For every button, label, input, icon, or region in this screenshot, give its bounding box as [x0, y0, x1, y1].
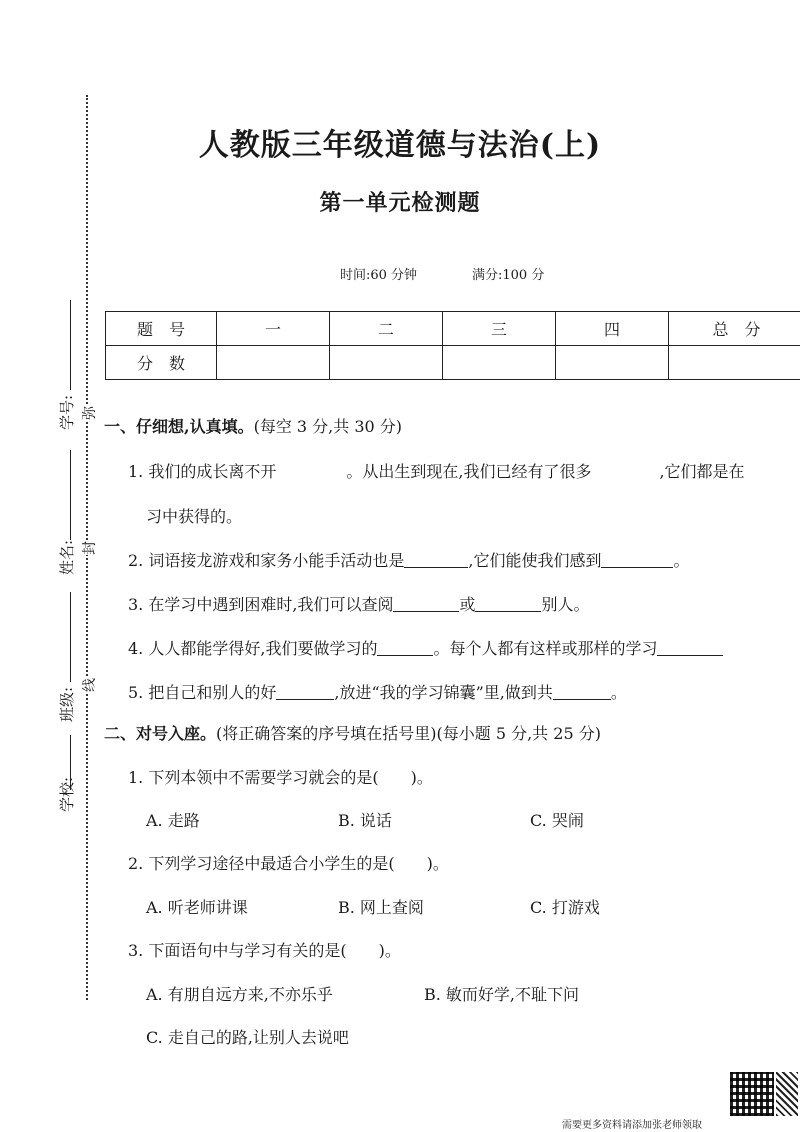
s1-question-1: [128, 459, 745, 482]
xingming-line: [70, 450, 71, 540]
s2-q1-option-a[interactable]: A. 走路: [146, 811, 200, 830]
exam-full-score: 满分:100 分: [472, 268, 545, 283]
s1-q5-text-c: 。: [610, 683, 627, 702]
s2-q2-option-a[interactable]: A. 听老师讲课: [146, 898, 248, 917]
s1-q5-text-a: 5. 把自己和别人的好: [128, 683, 277, 702]
s1-q4-text-b: 。每个人都有这样或那样的学习: [433, 639, 658, 658]
section2-title: 二、对号入座。: [104, 724, 217, 743]
s1-question-3: [128, 592, 589, 615]
s2-question-3: 3. 下面语句中与学习有关的是( )。: [128, 941, 401, 960]
s2-question-1: 1. 下列本领中不需要学习就会的是( )。: [128, 768, 433, 787]
s1-q2-blank-2[interactable]: [601, 551, 673, 568]
xuehao-line: [70, 300, 71, 390]
s1-q3-text-c: 别人。: [541, 595, 590, 614]
s1-question-5: [128, 680, 627, 703]
s2-q3-option-c[interactable]: C. 走自己的路,让别人去说吧: [146, 1028, 349, 1047]
seal-xian: 线: [79, 678, 99, 692]
s1-q4-blank-1[interactable]: [377, 639, 433, 656]
qr-code-icon: [730, 1072, 774, 1116]
score-table-value-row: [106, 346, 800, 380]
s2-q2-option-c[interactable]: C. 打游戏: [530, 898, 600, 917]
s1-q5-blank-1[interactable]: [276, 683, 334, 700]
score-table-header-row: [106, 312, 800, 346]
score-cell-label: 题 号: [106, 312, 217, 346]
qr-caption: 需要更多资料请添加张老师领取: [562, 1120, 702, 1131]
score-input-4[interactable]: [556, 346, 669, 380]
page-title: 人教版三年级道德与法治(上): [198, 128, 602, 163]
s2-q1-option-b[interactable]: B. 说话: [338, 811, 392, 830]
s2-q3-option-a[interactable]: A. 有朋自远方来,不亦乐乎: [146, 985, 333, 1004]
s1-question-2: [128, 548, 689, 571]
s1-q3-blank-2[interactable]: [475, 595, 541, 612]
score-input-2[interactable]: [330, 346, 443, 380]
s1-q4-text-a: 4. 人人都能学得好,我们要做学习的: [128, 639, 378, 658]
banji-label: 班级:: [58, 686, 76, 722]
s1-q4-blank-2[interactable]: [657, 639, 723, 656]
s1-q2-text-b: ,它们能使我们感到: [468, 551, 602, 570]
s1-q3-blank-1[interactable]: [393, 595, 459, 612]
s1-question-4: [128, 636, 723, 659]
s2-question-2: 2. 下列学习途径中最适合小学生的是( )。: [128, 854, 449, 873]
section2-note: (将正确答案的序号填在括号里)(每小题 5 分,共 25 分): [216, 724, 601, 743]
xingming-label: 姓名:: [58, 539, 76, 575]
score-cell-1: 一: [217, 312, 330, 346]
exam-time: 时间:60 分钟: [340, 268, 418, 283]
banji-line: [70, 592, 71, 682]
seal-feng: 封: [79, 541, 99, 555]
section2-heading: [104, 721, 601, 744]
s2-q2-option-b[interactable]: B. 网上查阅: [338, 898, 424, 917]
s1-question-1-cont: 习中获得的。: [146, 507, 243, 526]
s1-q5-text-b: ,放进“我的学习锦囊”里,做到共: [334, 683, 553, 702]
xuexiao-label: 学校:: [58, 776, 76, 812]
section1-title: 一、仔细想,认真填。: [104, 417, 254, 436]
s1-q2-blank-1[interactable]: [404, 551, 468, 568]
score-cell-total: 总 分: [669, 312, 800, 346]
s2-q1-option-c[interactable]: C. 哭闹: [530, 811, 584, 830]
s1-q5-blank-2[interactable]: [553, 683, 611, 700]
s1-q1-text-c: ,它们都是在: [659, 462, 745, 481]
page-subtitle: 第一单元检测题: [319, 190, 481, 216]
score-row-label: 分 数: [106, 346, 217, 380]
section1-note: (每空 3 分,共 30 分): [253, 417, 403, 436]
s1-q3-text-a: 3. 在学习中遇到困难时,我们可以查阅: [128, 595, 394, 614]
qr-code-pattern: [776, 1072, 798, 1116]
s1-q3-text-b: 或: [459, 595, 476, 614]
score-input-1[interactable]: [217, 346, 330, 380]
score-cell-2: 二: [330, 312, 443, 346]
s2-q3-option-b[interactable]: B. 敏而好学,不耻下问: [424, 985, 580, 1004]
seal-mi: 弥: [79, 406, 99, 420]
s1-q2-text-a: 2. 词语接龙游戏和家务小能手活动也是: [128, 551, 405, 570]
s1-q2-text-c: 。: [673, 551, 690, 570]
xuehao-label: 学号:: [58, 394, 76, 430]
score-cell-4: 四: [556, 312, 669, 346]
score-input-total[interactable]: [669, 346, 800, 380]
section1-heading: [104, 414, 402, 437]
s1-q1-text-a: 1. 我们的成长离不开: [128, 462, 277, 481]
score-cell-3: 三: [443, 312, 556, 346]
s1-q1-text-b: 。从出生到现在,我们已经有了很多: [346, 462, 592, 481]
score-input-3[interactable]: [443, 346, 556, 380]
score-table: [105, 311, 800, 380]
